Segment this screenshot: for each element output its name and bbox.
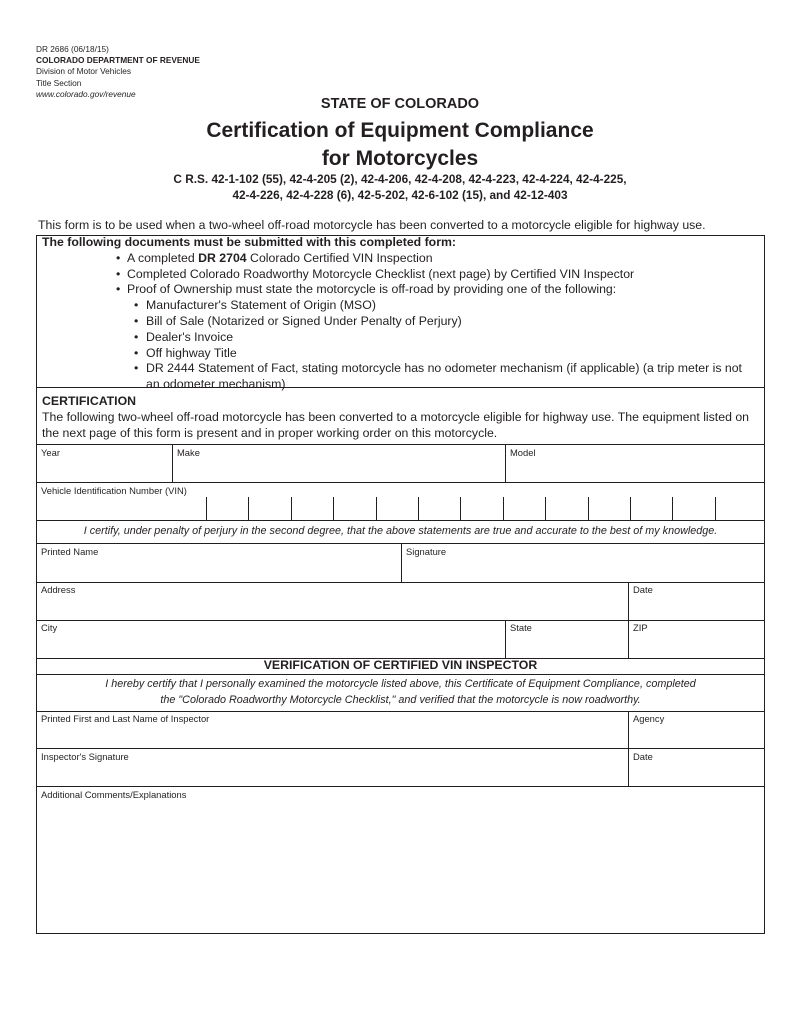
vin-box-divider	[503, 497, 504, 520]
vin-box-divider	[333, 497, 334, 520]
inspector-signature-field[interactable]: Inspector's Signature	[41, 751, 129, 762]
vin-box-divider	[206, 497, 207, 520]
verification-heading: VERIFICATION OF CERTIFIED VIN INSPECTOR	[263, 658, 538, 672]
list-item: • Dealer's Invoice	[42, 330, 746, 346]
title-line-1: Certification of Equipment Compliance	[206, 119, 594, 142]
divider	[36, 748, 765, 749]
statutes-line-1: C R.S. 42-1-102 (55), 42-4-205 (2), 42-4-206, 42-4-208, 42-4-223, 42-4-224, 42-4-225,	[173, 172, 627, 186]
divider	[172, 444, 173, 482]
statutes	[0, 172, 800, 203]
required-documents	[42, 235, 746, 393]
certification-text: The following two-wheel off-road motorcycle has been converted to a motorcycle eligible for highway use. The equipment listed on the next page of this form is present and in proper working order on this motorcycle.	[42, 410, 749, 440]
zip-field[interactable]: ZIP	[633, 622, 648, 633]
state-heading: STATE OF COLORADO	[320, 96, 480, 112]
vin-box-divider	[418, 497, 419, 520]
year-field[interactable]: Year	[41, 447, 60, 458]
vin-box-divider	[460, 497, 461, 520]
verification-statement	[36, 677, 765, 708]
printed-name-field[interactable]: Printed Name	[41, 546, 99, 557]
divider	[36, 482, 765, 483]
certification-heading: CERTIFICATION	[42, 394, 137, 408]
divider	[36, 786, 765, 787]
vin-field-label: Vehicle Identification Number (VIN)	[41, 485, 187, 496]
divider	[505, 620, 506, 658]
vin-box-divider	[545, 497, 546, 520]
vin-box-divider	[715, 497, 716, 520]
perjury-statement: I certify, under penalty of perjury in the second degree, that the above statements are true and accurate to the best of my knowledge.	[83, 525, 718, 537]
department-name: COLORADO DEPARTMENT OF REVENUE	[36, 55, 200, 66]
statutes-line-2: 42-4-226, 42-4-228 (6), 42-5-202, 42-6-102 (15), and 42-12-403	[232, 187, 568, 202]
list-item: • Off highway Title	[42, 346, 746, 362]
form-header	[36, 44, 200, 100]
list-item: • Completed Colorado Roadworthy Motorcycle Checklist (next page) by Certified VIN Inspector	[42, 267, 746, 283]
model-field[interactable]: Model	[510, 447, 536, 458]
divider	[36, 582, 765, 583]
division-name: Division of Motor Vehicles	[36, 66, 131, 77]
agency-field[interactable]: Agency	[633, 713, 665, 724]
form-number: DR 2686 (06/18/15)	[36, 44, 109, 54]
divider	[36, 711, 765, 712]
divider	[36, 444, 765, 445]
address-field[interactable]: Address	[41, 584, 76, 595]
vin-box-divider	[672, 497, 673, 520]
inspector-name-field[interactable]: Printed First and Last Name of Inspector	[41, 713, 210, 724]
divider	[36, 674, 765, 675]
city-field[interactable]: City	[41, 622, 58, 633]
list-item: • Proof of Ownership must state the motorcycle is off-road by providing one of the following:	[42, 282, 746, 298]
vin-box-divider	[291, 497, 292, 520]
divider	[401, 543, 402, 582]
divider	[505, 444, 506, 482]
divider	[36, 620, 765, 621]
comments-field[interactable]: Additional Comments/Explanations	[41, 789, 187, 800]
state-field[interactable]: State	[510, 622, 532, 633]
inspector-date-field[interactable]: Date	[633, 751, 653, 762]
page-title	[0, 117, 800, 173]
title-line-2: for Motorcycles	[321, 147, 479, 170]
make-field[interactable]: Make	[177, 447, 200, 458]
vin-box-divider	[630, 497, 631, 520]
intro-text: This form is to be used when a two-wheel off-road motorcycle has been converted to a motorcycle eligible for highway use.	[38, 218, 706, 232]
vin-box-divider	[588, 497, 589, 520]
list-item: • Bill of Sale (Notarized or Signed Under Penalty of Perjury)	[42, 314, 746, 330]
verification-statement-line-2: the "Colorado Roadworthy Motorcycle Checklist," and verified that the motorcycle is now roadworthy.	[160, 693, 641, 706]
list-item: • DR 2444 Statement of Fact, stating motorcycle has no odometer mechanism (if applicable) (a trip meter is not an odometer mechanism)	[42, 361, 746, 393]
vin-box-divider	[376, 497, 377, 520]
section-name: Title Section	[36, 77, 82, 88]
divider	[36, 520, 765, 521]
divider	[628, 711, 629, 786]
verification-statement-line-1: I hereby certify that I personally examined the motorcycle listed above, this Certificate of Equipment Compliance, completed	[105, 678, 696, 690]
website-link[interactable]: www.colorado.gov/revenue	[36, 88, 136, 99]
divider	[628, 582, 629, 658]
vin-box-divider	[248, 497, 249, 520]
list-item: • A completed DR 2704 Colorado Certified VIN Inspection	[42, 251, 746, 267]
list-item: • Manufacturer's Statement of Origin (MSO)	[42, 298, 746, 314]
documents-heading: The following documents must be submitted with this completed form:	[42, 235, 457, 249]
date-field[interactable]: Date	[633, 584, 653, 595]
signature-field[interactable]: Signature	[406, 546, 447, 557]
